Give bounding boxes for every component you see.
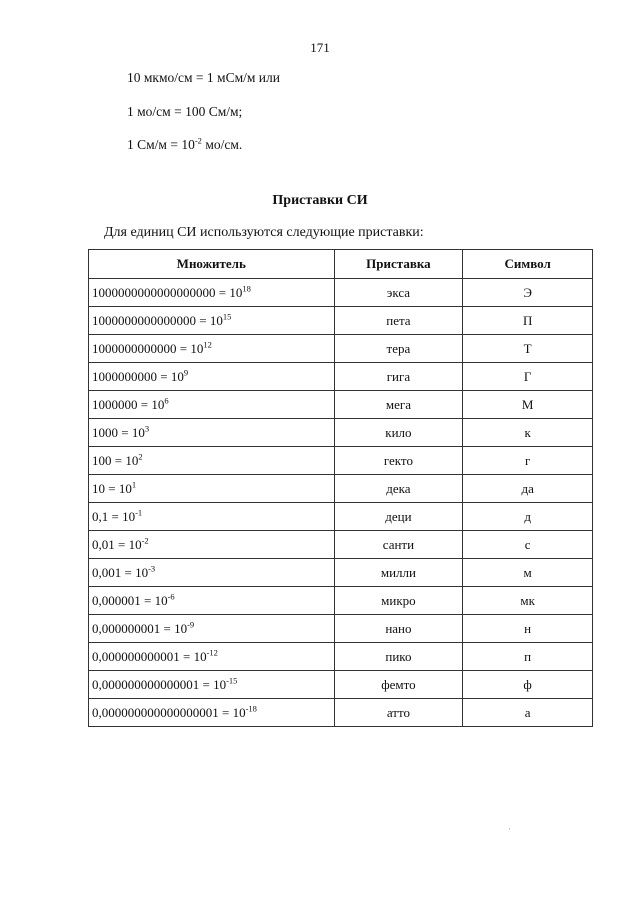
multiplier-value: 100 = 10	[92, 452, 139, 468]
prefix-cell: пико	[334, 643, 463, 671]
prefix-cell: деци	[334, 503, 463, 531]
table-row	[89, 335, 593, 363]
exponent: 1	[131, 479, 137, 490]
table-row	[89, 307, 593, 335]
prefix-cell: гига	[334, 363, 463, 391]
symbol-cell: П	[463, 307, 593, 335]
conversion-text: мо/см.	[201, 137, 243, 152]
multiplier-value: 0,000000000000000001 = 10	[92, 704, 246, 720]
header-prefix: Приставка	[334, 250, 463, 279]
multiplier-value: 0,000000000000001 = 10	[92, 676, 227, 692]
table-row	[89, 559, 593, 587]
exponent: -6	[167, 591, 175, 602]
symbol-cell: Г	[463, 363, 593, 391]
exponent: -2	[194, 135, 202, 146]
section-heading: Приставки СИ	[272, 193, 368, 208]
multiplier-value: 0,000001 = 10	[92, 592, 168, 608]
multiplier-cell	[89, 307, 335, 335]
exponent: 15	[222, 311, 232, 322]
prefix-cell: санти	[334, 531, 463, 559]
page-number: 171	[310, 40, 330, 55]
prefix-cell: фемто	[334, 671, 463, 699]
multiplier-cell	[89, 587, 335, 615]
prefix-cell: мега	[334, 391, 463, 419]
table-header-row	[89, 250, 593, 279]
multiplier-cell	[89, 475, 335, 503]
conversion-line	[127, 137, 242, 153]
multiplier-cell	[89, 699, 335, 727]
multiplier-value: 1000000 = 10	[92, 396, 165, 412]
table-row	[89, 475, 593, 503]
multiplier-value: 0,000000000001 = 10	[92, 648, 207, 664]
table-row	[89, 279, 593, 307]
table-row	[89, 615, 593, 643]
multiplier-value: 0,01 = 10	[92, 536, 142, 552]
multiplier-value: 0,1 = 10	[92, 508, 136, 524]
symbol-cell: да	[463, 475, 593, 503]
symbol-cell: ф	[463, 671, 593, 699]
prefix-cell: экса	[334, 279, 463, 307]
multiplier-cell	[89, 447, 335, 475]
prefix-cell: атто	[334, 699, 463, 727]
multiplier-cell	[89, 643, 335, 671]
table-body	[89, 279, 593, 727]
conversion-text: 1 См/м = 10	[127, 137, 195, 152]
exponent: 12	[203, 339, 212, 350]
table-row	[89, 587, 593, 615]
multiplier-value: 0,001 = 10	[92, 564, 149, 580]
table-row	[89, 699, 593, 727]
multiplier-value: 10 = 10	[92, 480, 132, 496]
exponent: 2	[138, 451, 143, 462]
table-row	[89, 391, 593, 419]
multiplier-cell	[89, 503, 335, 531]
prefix-cell: тера	[334, 335, 463, 363]
exponent: -9	[187, 619, 195, 630]
multiplier-cell	[89, 335, 335, 363]
symbol-cell: с	[463, 531, 593, 559]
symbol-cell: М	[463, 391, 593, 419]
exponent: -2	[141, 535, 149, 546]
table-row	[89, 643, 593, 671]
header-symbol: Символ	[463, 250, 593, 279]
scan-speck: ·	[508, 825, 511, 834]
exponent: -15	[226, 675, 238, 686]
table-row	[89, 419, 593, 447]
symbol-cell: н	[463, 615, 593, 643]
prefix-cell: милли	[334, 559, 463, 587]
prefix-cell: микро	[334, 587, 463, 615]
table-row	[89, 363, 593, 391]
symbol-cell: Т	[463, 335, 593, 363]
multiplier-value: 1000 = 10	[92, 424, 145, 440]
multiplier-cell	[89, 391, 335, 419]
multiplier-cell	[89, 363, 335, 391]
multiplier-value: 1000000000000 = 10	[92, 340, 204, 356]
prefix-cell: нано	[334, 615, 463, 643]
symbol-cell: д	[463, 503, 593, 531]
exponent: 9	[183, 367, 189, 378]
exponent: 3	[144, 423, 150, 434]
multiplier-value: 1000000000000000 = 10	[92, 312, 223, 328]
table-row	[89, 671, 593, 699]
conversion-text: 1 мо/см = 100 См/м;	[127, 104, 243, 119]
multiplier-value: 1000000000000000000 = 10	[92, 284, 243, 300]
symbol-cell: к	[463, 419, 593, 447]
table-row	[89, 503, 593, 531]
symbol-cell: п	[463, 643, 593, 671]
intro-text: Для единиц СИ используются следующие приставки:	[104, 225, 424, 240]
multiplier-value: 1000000000 = 10	[92, 368, 184, 384]
exponent: 6	[164, 395, 169, 406]
conversion-text: 10 мкмо/см = 1 мСм/м или	[127, 70, 280, 85]
header-multiplier: Множитель	[89, 250, 335, 279]
si-prefixes-table	[88, 249, 593, 727]
multiplier-value: 0,000000001 = 10	[92, 620, 188, 636]
exponent: 18	[242, 283, 251, 294]
conversion-line	[127, 70, 280, 86]
multiplier-cell	[89, 671, 335, 699]
symbol-cell: а	[463, 699, 593, 727]
exponent: -3	[148, 563, 156, 574]
symbol-cell: Э	[463, 279, 593, 307]
multiplier-cell	[89, 419, 335, 447]
table-row	[89, 531, 593, 559]
prefix-cell: дека	[334, 475, 463, 503]
exponent: -1	[135, 507, 143, 518]
multiplier-cell	[89, 531, 335, 559]
exponent: -12	[206, 647, 218, 658]
prefix-cell: кило	[334, 419, 463, 447]
multiplier-cell	[89, 279, 335, 307]
prefix-cell: пета	[334, 307, 463, 335]
symbol-cell: г	[463, 447, 593, 475]
symbol-cell: мк	[463, 587, 593, 615]
multiplier-cell	[89, 559, 335, 587]
symbol-cell: м	[463, 559, 593, 587]
multiplier-cell	[89, 615, 335, 643]
conversion-line	[127, 104, 242, 120]
prefix-cell: гекто	[334, 447, 463, 475]
exponent: -18	[245, 703, 257, 714]
table-row	[89, 447, 593, 475]
